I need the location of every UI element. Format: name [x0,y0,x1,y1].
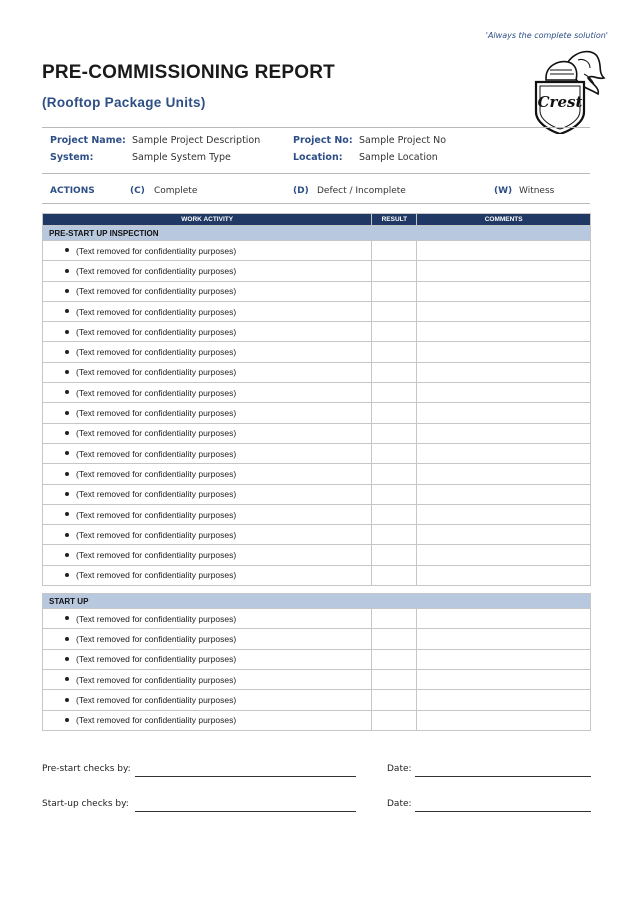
section-spacer [43,586,591,594]
section-startup [43,594,591,731]
bullet-icon [65,512,69,516]
result-cell[interactable] [372,301,417,321]
result-cell[interactable] [372,342,417,362]
work-activity-cell [43,464,372,484]
result-cell[interactable] [372,484,417,504]
defect-text: Defect / Incomplete [317,186,406,196]
complete-code: (C) [130,186,145,196]
header-result: RESULT [372,214,417,226]
project-name-value: Sample Project Description [132,135,261,146]
work-activity-text: (Text removed for confidentiality purposes) [76,550,237,561]
table-row [43,649,591,669]
table-row [43,669,591,689]
work-activity-cell [43,525,372,545]
comments-cell[interactable] [417,525,591,545]
work-activity-cell [43,281,372,301]
comments-cell[interactable] [417,423,591,443]
bullet-icon [65,451,69,455]
table-row [43,403,591,423]
table-row [43,525,591,545]
table-row [43,504,591,524]
work-activity-cell [43,484,372,504]
table-row [43,443,591,463]
work-activity-text: (Text removed for confidentiality purposes) [76,694,237,705]
work-activity-text: (Text removed for confidentiality purposes) [76,408,237,419]
work-activity-cell [43,423,372,443]
result-cell[interactable] [372,710,417,730]
bullet-icon [65,431,69,435]
prestart-date-label: Date: [387,764,412,774]
complete-text: Complete [154,186,198,196]
bullet-icon [65,533,69,537]
result-cell[interactable] [372,690,417,710]
checklist-table [42,213,591,731]
result-cell[interactable] [372,565,417,585]
comments-cell[interactable] [417,669,591,689]
bullet-icon [65,309,69,313]
comments-cell[interactable] [417,443,591,463]
result-cell[interactable] [372,443,417,463]
result-cell[interactable] [372,464,417,484]
table-row [43,464,591,484]
table-row [43,281,591,301]
work-activity-text: (Text removed for confidentiality purposes) [76,286,237,297]
table-row [43,565,591,585]
table-row [43,362,591,382]
work-activity-text: (Text removed for confidentiality purposes) [76,448,237,459]
work-activity-text: (Text removed for confidentiality purposes) [76,326,237,337]
divider-actions [42,203,590,204]
table-row [43,423,591,443]
startup-date-line[interactable] [415,811,591,812]
work-activity-text: (Text removed for confidentiality purposes) [76,245,237,256]
work-activity-text: (Text removed for confidentiality purposes) [76,570,237,581]
comments-cell[interactable] [417,403,591,423]
table-row [43,342,591,362]
logo-wordmark: Crest [537,93,583,111]
comments-cell[interactable] [417,545,591,565]
comments-cell[interactable] [417,710,591,730]
defect-code: (D) [293,186,309,196]
table-row [43,545,591,565]
work-activity-cell [43,241,372,261]
bullet-icon [65,677,69,681]
bullet-icon [65,350,69,354]
startup-label: Start-up checks by: [42,799,129,809]
bullet-icon [65,289,69,293]
system-value: Sample System Type [132,152,231,163]
result-cell[interactable] [372,629,417,649]
result-cell[interactable] [372,362,417,382]
crest-logo [528,48,608,134]
result-cell[interactable] [372,261,417,281]
comments-cell[interactable] [417,362,591,382]
work-activity-text: (Text removed for confidentiality purposes) [76,367,237,378]
result-cell[interactable] [372,649,417,669]
table-row [43,609,591,629]
work-activity-cell [43,690,372,710]
section-prestart [43,226,591,586]
prestart-label: Pre-start checks by: [42,764,131,774]
work-activity-cell [43,669,372,689]
work-activity-cell [43,362,372,382]
location-label: Location: [293,152,343,163]
comments-cell[interactable] [417,281,591,301]
work-activity-cell [43,443,372,463]
work-activity-text: (Text removed for confidentiality purposes) [76,468,237,479]
divider-mid [42,173,590,174]
work-activity-cell [43,565,372,585]
bullet-icon [65,330,69,334]
report-title: PRE-COMMISSIONING REPORT [42,62,335,83]
bullet-icon [65,370,69,374]
bullet-icon [65,637,69,641]
location-value: Sample Location [359,152,438,163]
witness-text: Witness [519,186,555,196]
work-activity-cell [43,629,372,649]
divider-top [42,127,590,128]
startup-date-label: Date: [387,799,412,809]
header-work-activity: WORK ACTIVITY [43,214,372,226]
comments-cell[interactable] [417,690,591,710]
witness-code: (W) [494,186,513,196]
section-title: PRE-START UP INSPECTION [43,226,591,241]
header-comments: COMMENTS [417,214,591,226]
comments-cell[interactable] [417,504,591,524]
prestart-signature-line[interactable] [135,776,356,777]
bullet-icon [65,573,69,577]
work-activity-text: (Text removed for confidentiality purposes) [76,489,237,500]
table-row [43,629,591,649]
work-activity-text: (Text removed for confidentiality purposes) [76,509,237,520]
comments-cell[interactable] [417,342,591,362]
bullet-icon [65,698,69,702]
comments-cell[interactable] [417,261,591,281]
prestart-signoff [42,764,591,778]
work-activity-cell [43,504,372,524]
comments-cell[interactable] [417,629,591,649]
tagline: 'Always the complete solution' [485,31,608,40]
table-row [43,301,591,321]
table-row [43,383,591,403]
table-row [43,261,591,281]
bullet-icon [65,553,69,557]
result-cell[interactable] [372,281,417,301]
work-activity-text: (Text removed for confidentiality purposes) [76,387,237,398]
bullet-icon [65,269,69,273]
work-activity-text: (Text removed for confidentiality purposes) [76,347,237,358]
bullet-icon [65,390,69,394]
bullet-icon [65,492,69,496]
bullet-icon [65,411,69,415]
prestart-date-line[interactable] [415,776,591,777]
bullet-icon [65,248,69,252]
startup-signature-line[interactable] [135,811,356,812]
work-activity-cell [43,609,372,629]
work-activity-text: (Text removed for confidentiality purposes) [76,529,237,540]
work-activity-cell [43,261,372,281]
work-activity-cell [43,403,372,423]
system-label: System: [50,152,94,163]
comments-cell[interactable] [417,649,591,669]
work-activity-text: (Text removed for confidentiality purposes) [76,428,237,439]
work-activity-cell [43,710,372,730]
work-activity-cell [43,545,372,565]
result-cell[interactable] [372,403,417,423]
table-row [43,322,591,342]
comments-cell[interactable] [417,464,591,484]
bullet-icon [65,616,69,620]
section-title: START UP [43,594,591,609]
actions-label: ACTIONS [50,186,95,196]
comments-cell[interactable] [417,241,591,261]
work-activity-text: (Text removed for confidentiality purposes) [76,265,237,276]
result-cell[interactable] [372,383,417,403]
table-row [43,710,591,730]
result-cell[interactable] [372,669,417,689]
bullet-icon [65,718,69,722]
project-no-value: Sample Project No [359,135,447,146]
work-activity-text: (Text removed for confidentiality purposes) [76,633,237,644]
table-row [43,484,591,504]
work-activity-text: (Text removed for confidentiality purposes) [76,306,237,317]
work-activity-text: (Text removed for confidentiality purposes) [76,674,237,685]
comments-cell[interactable] [417,301,591,321]
comments-cell[interactable] [417,322,591,342]
report-subtitle: (Rooftop Package Units) [42,95,206,110]
table-row [43,241,591,261]
startup-signoff [42,799,591,813]
comments-cell[interactable] [417,565,591,585]
work-activity-cell [43,649,372,669]
result-cell[interactable] [372,525,417,545]
bullet-icon [65,472,69,476]
comments-cell[interactable] [417,609,591,629]
work-activity-cell [43,322,372,342]
project-no-label: Project No: [293,135,353,146]
work-activity-text: (Text removed for confidentiality purposes) [76,613,237,624]
work-activity-cell [43,342,372,362]
result-cell[interactable] [372,609,417,629]
work-activity-cell [43,301,372,321]
result-cell[interactable] [372,322,417,342]
project-name-label: Project Name: [50,135,126,146]
comments-cell[interactable] [417,383,591,403]
comments-cell[interactable] [417,484,591,504]
work-activity-text: (Text removed for confidentiality purposes) [76,654,237,665]
table-header-row [43,214,591,226]
table-row [43,690,591,710]
work-activity-cell [43,383,372,403]
result-cell[interactable] [372,423,417,443]
work-activity-text: (Text removed for confidentiality purposes) [76,715,237,726]
result-cell[interactable] [372,545,417,565]
result-cell[interactable] [372,241,417,261]
bullet-icon [65,657,69,661]
result-cell[interactable] [372,504,417,524]
